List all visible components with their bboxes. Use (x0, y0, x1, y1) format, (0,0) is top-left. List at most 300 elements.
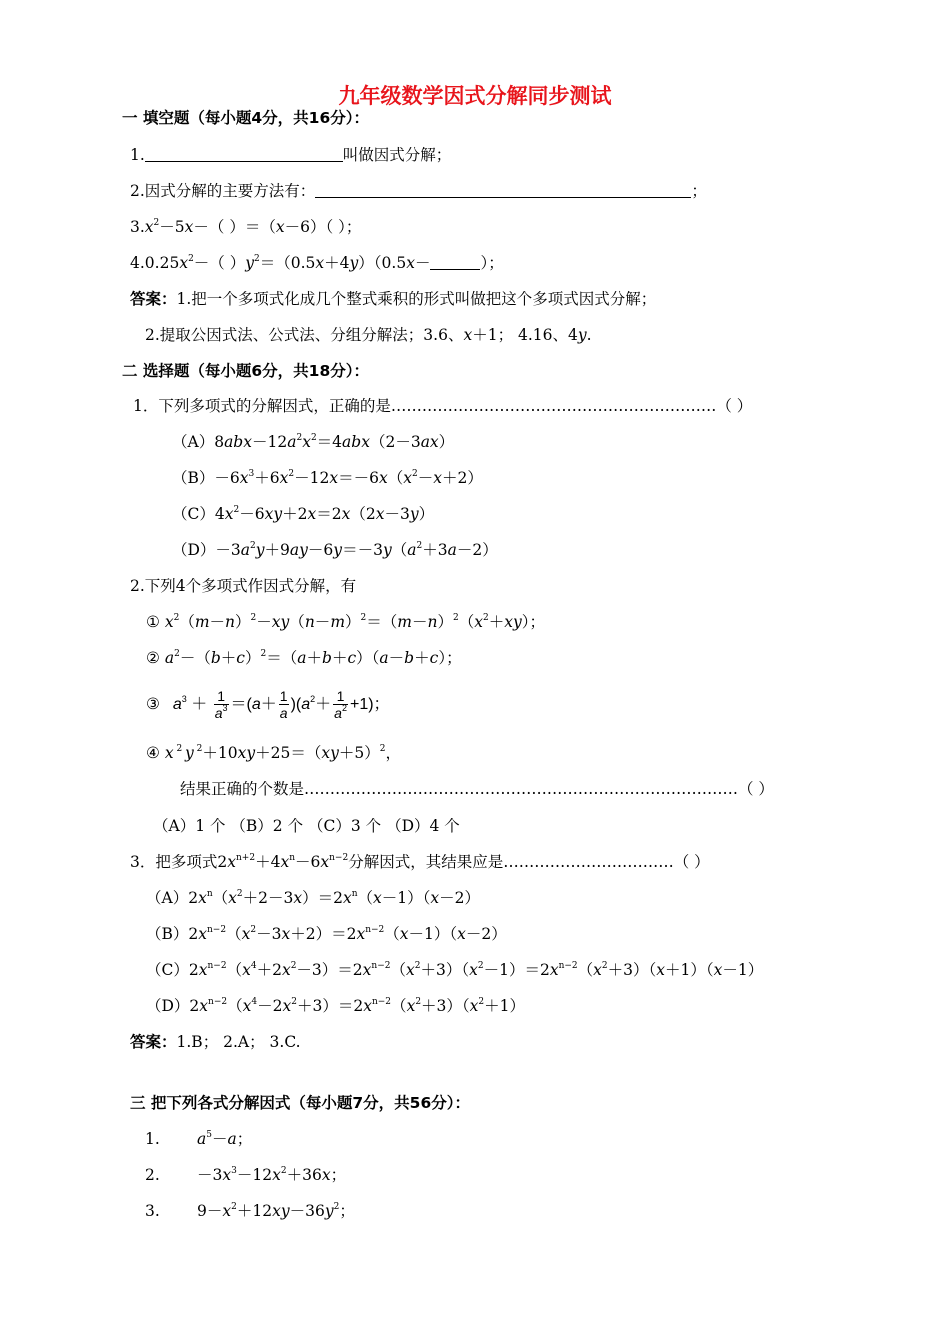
math-exponent: 2 (173, 613, 180, 623)
choice-1-option-b (172, 468, 483, 488)
formula: $a^3$ ＋ $\frac{1}{a^3}$ ＝(a＋ $\frac{1}{a}$ )($a^2+$ $\frac{1}{a^2}$ +1)； (172, 688, 390, 722)
var: a (172, 696, 182, 713)
math-exponent: 2 (333, 1202, 340, 1212)
math-variable: x (433, 469, 442, 487)
math-text: －1）（ (381, 889, 431, 907)
math-variable: a (379, 649, 389, 667)
fill-question-3 (130, 217, 361, 237)
math-text: ； (339, 1202, 355, 1220)
math-text: （ (458, 613, 475, 631)
plus: ＋ (260, 696, 277, 713)
math-text: （C）2 (146, 961, 199, 979)
numerator: 1 (279, 688, 288, 705)
math-text: （B）2 (146, 925, 199, 943)
item-number: 3. (145, 1202, 160, 1220)
math-text: ＋3）（ (420, 961, 470, 979)
math-variable: xy (321, 744, 339, 762)
math-text: ② (146, 649, 165, 667)
math-variable: x (549, 961, 559, 979)
math-exponent: n−2 (207, 961, 227, 971)
math-variable: a (297, 649, 307, 667)
math-variable: n (427, 613, 438, 631)
math-exponent: n (351, 889, 358, 899)
math-variable: y (255, 541, 265, 559)
math-text: ） (235, 613, 251, 631)
math-text: ）（ (356, 649, 380, 667)
math-text: ＋1） (484, 997, 526, 1015)
math-variable: xy (271, 613, 290, 631)
math-text: ＋5） (338, 744, 380, 762)
math-exponent: n−2 (371, 997, 392, 1007)
math-text: ）； (521, 613, 546, 631)
choice-2-item-2 (146, 648, 462, 668)
factor-item-2 (145, 1165, 347, 1185)
fill-question-4 (130, 253, 504, 273)
text: 0.25 (144, 254, 180, 272)
var: y (349, 254, 359, 272)
math-variable: xy (237, 744, 256, 762)
math-variable: x (593, 961, 602, 979)
math-text: 分解因式，其结果应是……………………………（ ） (348, 853, 710, 871)
math-variable: ay (289, 541, 308, 559)
question-number: 3. (130, 218, 145, 236)
math-text: ＝（ (266, 649, 298, 667)
math-text: －6 (239, 505, 265, 523)
math-text: － (411, 613, 428, 631)
math-text: －3 (197, 1166, 223, 1184)
exp: 2 (188, 254, 194, 264)
answer-text: 1.把一个多项式化成几个整式乘积的形式叫做把这个多项式因式分解； (176, 290, 657, 308)
var: a (279, 705, 288, 722)
math-text: （B）－6 (172, 469, 240, 487)
math-variable: m (397, 613, 412, 631)
choice-2-item-3 (146, 684, 390, 724)
text: －5 (159, 218, 185, 236)
var: x (275, 218, 285, 236)
var: a (334, 705, 342, 722)
math-text: ＋2）＝2 (290, 925, 357, 943)
math-variable: x (242, 961, 251, 979)
text: ）； (480, 254, 504, 272)
math-text: ） (438, 433, 455, 451)
math-text: －6 (294, 853, 321, 871)
math-exponent: 2 (415, 997, 422, 1007)
text: ＝（0.5 (259, 254, 316, 272)
answer-blank (430, 254, 480, 270)
math-variable: a (287, 433, 297, 451)
math-text: －3 (384, 505, 410, 523)
math-variable: x (469, 997, 479, 1015)
math-variable: x (222, 1202, 232, 1220)
math-exponent: 4 (250, 961, 257, 971)
math-variable: x (279, 469, 289, 487)
math-variable: x (356, 925, 366, 943)
math-text: （2－3 (369, 433, 421, 451)
math-text: ＋4 (255, 853, 281, 871)
math-variable: c (236, 649, 245, 667)
math-exponent: 2 (379, 744, 386, 754)
math-exponent: 2 (414, 961, 421, 971)
item-expression (197, 1129, 252, 1149)
section1-answer-line2 (145, 325, 592, 345)
question-number: 4. (130, 254, 145, 272)
math-text: －2 (257, 997, 283, 1015)
question-text: 因式分解的主要方法有： (144, 182, 316, 200)
math-text: ④ (146, 744, 165, 762)
math-text: －3 (256, 925, 282, 943)
question-end: ； (691, 182, 707, 200)
math-exponent: n+2 (235, 853, 256, 863)
math-text: ＋3）（ (607, 961, 657, 979)
math-exponent: 2 (290, 961, 297, 971)
item-expression (197, 1165, 346, 1185)
math-variable: x (373, 889, 382, 907)
math-variable: x (403, 469, 412, 487)
math-exponent: 4 (251, 997, 258, 1007)
math-variable: b (210, 649, 221, 667)
math-text: ） (244, 649, 261, 667)
math-exponent: 2 (260, 649, 267, 659)
denominator (214, 704, 229, 721)
math-variable: m (330, 613, 346, 631)
math-text: －12 (294, 469, 330, 487)
math-exponent: n−2 (207, 925, 227, 935)
math-text: －1） (722, 961, 764, 979)
math-exponent: n (289, 853, 295, 863)
math-exponent: n−2 (558, 961, 578, 971)
math-variable: x (198, 925, 208, 943)
math-exponent: n−2 (208, 997, 228, 1007)
math-text: －36 (289, 1202, 325, 1220)
math-variable: x (321, 1166, 331, 1184)
math-text: （A）2 (146, 889, 199, 907)
math-variable: b (322, 649, 332, 667)
choice-3-option-d (146, 996, 525, 1016)
math-text: －1）＝2 (483, 961, 550, 979)
math-exponent: 2 (416, 541, 423, 551)
math-text: （ (577, 961, 594, 979)
math-text: （ (391, 997, 407, 1015)
math-variable: m (194, 613, 210, 631)
math-text: （ (179, 613, 195, 631)
math-variable: abx (224, 433, 252, 451)
math-text: ＝4 (316, 433, 343, 451)
math-variable: x (713, 961, 723, 979)
math-text: ； (330, 1166, 347, 1184)
choice-3-option-a (146, 888, 480, 908)
math-text: ＋25＝（ (255, 744, 322, 762)
section1-heading: 一 填空题（每小题4分，共16分）： (122, 109, 370, 127)
var: a (301, 696, 311, 713)
math-variable: x (164, 613, 174, 631)
math-variable: a (164, 649, 175, 667)
section3-heading: 三 把下列各式分解因式（每小题7分，共56分）： (130, 1094, 471, 1112)
math-exponent: 2 (193, 744, 203, 754)
math-exponent: 2 (236, 889, 243, 899)
math-variable: x (198, 961, 208, 979)
math-variable: x (281, 925, 291, 943)
math-text: －3）＝2 (296, 961, 363, 979)
math-text: － (209, 613, 226, 631)
var: a (214, 705, 223, 722)
question-number: 2. (130, 182, 145, 200)
text: ）（0.5 (358, 254, 407, 272)
math-exponent: 2 (231, 1202, 237, 1212)
math-text: 9－ (197, 1202, 223, 1220)
math-variable: x (363, 997, 372, 1015)
math-exponent: n−2 (371, 961, 391, 971)
exp: 3 (222, 703, 228, 714)
factor-item-1 (145, 1129, 253, 1149)
var: y (577, 326, 587, 344)
math-variable: x (228, 889, 237, 907)
math-text: －6 (307, 541, 334, 559)
section1-answer-line1 (130, 289, 656, 309)
math-variable: x (242, 997, 252, 1015)
question-text: 叫做因式分解； (342, 146, 452, 164)
var: x (463, 326, 473, 344)
math-text: ＋36 (286, 1166, 322, 1184)
math-exponent: 2 (250, 925, 257, 935)
math-variable: x (474, 613, 483, 631)
math-exponent: 2 (250, 613, 257, 623)
math-exponent: 2 (173, 744, 186, 754)
item-expression (197, 1201, 355, 1221)
math-text: －（ (179, 649, 211, 667)
text: －（ ）＝（ (193, 218, 276, 236)
math-variable: x (199, 997, 209, 1015)
math-variable: xy (504, 613, 522, 631)
math-text: （D）－3 (172, 541, 241, 559)
math-variable: ax (420, 433, 439, 451)
math-exponent: 2 (280, 1166, 287, 1176)
math-exponent: n−2 (329, 853, 349, 863)
math-variable: x (227, 853, 236, 871)
math-exponent: n (206, 889, 213, 899)
math-variable: a (447, 541, 457, 559)
var: a (251, 696, 261, 713)
fill-question-2 (130, 181, 707, 201)
math-variable: x (342, 889, 352, 907)
math-variable: y (333, 541, 343, 559)
math-variable: x (222, 1166, 232, 1184)
math-text: ＝－6 (338, 469, 379, 487)
math-exponent: 2 (453, 613, 459, 623)
math-text: ＋10 (202, 744, 238, 762)
math-text: － (417, 469, 434, 487)
item-number: 2. (145, 1166, 160, 1184)
question-number: 1. (130, 146, 145, 164)
math-text: ）； (438, 649, 462, 667)
math-variable: abx (342, 433, 370, 451)
math-text: ）＝2 (302, 889, 343, 907)
math-text: ＋3）（ (421, 997, 470, 1015)
math-exponent: 2 (291, 997, 297, 1007)
math-variable: x (280, 853, 290, 871)
answer-blank (315, 182, 691, 198)
math-text: ） (418, 505, 435, 523)
exp: 3 (181, 694, 187, 704)
choice-1-option-a (172, 432, 454, 452)
math-variable: a (197, 1130, 207, 1148)
math-text: 3．把多项式2 (130, 853, 228, 871)
math-exponent: 2 (296, 433, 303, 443)
math-variable: x (656, 961, 666, 979)
math-variable: n (225, 613, 236, 631)
math-exponent: 2 (250, 541, 256, 551)
math-text: （ (227, 997, 243, 1015)
var: x (184, 218, 194, 236)
math-text: ＋6 (254, 469, 280, 487)
equals: ＝( (230, 696, 252, 713)
math-variable: x (329, 469, 339, 487)
math-variable: x (399, 925, 409, 943)
math-text: （C）4 (172, 505, 225, 523)
choice-3-option-c (146, 960, 763, 980)
math-text: ＋ (306, 649, 322, 667)
choice-question-1-stem: 1．下列多项式的分解因式，正确的是………………………………………………………（ ） (133, 397, 753, 415)
exp: 2 (153, 218, 160, 228)
math-exponent: 2 (483, 613, 489, 623)
math-variable: a (240, 541, 251, 559)
denominator (279, 704, 289, 721)
math-exponent: 2 (601, 961, 608, 971)
math-variable: a (227, 1130, 237, 1148)
text: －（ ） (193, 254, 246, 272)
fraction-1-over-a (279, 688, 289, 721)
math-variable: x (293, 889, 303, 907)
answer-text: . (586, 326, 592, 344)
math-exponent: 5 (206, 1130, 212, 1140)
math-text: －2） (439, 889, 481, 907)
fraction-1-over-a2 (333, 688, 348, 721)
answer-label: 答案： (130, 1033, 177, 1051)
answer-text: ＋1； 4.16、4 (472, 326, 578, 344)
plus: ＋ (191, 696, 208, 713)
answer-label: 答案： (130, 290, 177, 308)
fraction-1-over-a3 (214, 688, 229, 721)
math-variable: x (320, 853, 330, 871)
math-text: ＋3 (422, 541, 448, 559)
section2-answer (130, 1032, 301, 1052)
tail: +1)； (349, 696, 390, 713)
exp: 2 (310, 694, 316, 704)
math-text: －2） (456, 541, 498, 559)
math-text: ） (345, 613, 361, 631)
fill-question-1 (130, 145, 451, 165)
math-text: ） (437, 613, 453, 631)
math-text: ＝（ (366, 613, 398, 631)
math-variable: xy (264, 505, 283, 523)
denominator (333, 704, 348, 721)
math-exponent: 2 (310, 433, 317, 443)
math-exponent: 2 (174, 649, 180, 659)
math-text: ① (146, 613, 165, 631)
choice-3-option-b (146, 924, 507, 944)
math-variable: x (239, 469, 249, 487)
math-exponent: 3 (248, 469, 255, 479)
section2-heading: 二 选择题（每小题6分，共18分）： (122, 362, 370, 380)
choice-2-result: 结果正确的个数是…………………………………………………………………………（ ） (180, 780, 774, 798)
math-text: －2） (465, 925, 507, 943)
math-variable: x (457, 925, 466, 943)
math-exponent: 2 (478, 997, 485, 1007)
math-text: ＋9 (264, 541, 290, 559)
factor-item-3 (145, 1201, 355, 1221)
choice-1-option-d (172, 540, 498, 560)
math-text: ＝－3 (342, 541, 383, 559)
math-variable: xy (272, 1202, 290, 1220)
math-exponent: 2 (411, 469, 418, 479)
math-text: （ (390, 961, 406, 979)
math-text: （D）2 (146, 997, 200, 1015)
math-variable: x (307, 505, 317, 523)
math-exponent: 2 (360, 613, 367, 623)
math-text: －12 (236, 1166, 273, 1184)
var: y (245, 254, 254, 272)
choice-question-3-stem (130, 852, 710, 872)
math-variable: x (469, 961, 478, 979)
math-text: － (256, 613, 272, 631)
item-marker: ③ (146, 695, 160, 713)
math-text: （ (226, 925, 242, 943)
math-text: ＋ (331, 649, 348, 667)
math-variable: x (341, 505, 351, 523)
math-exponent: 2 (288, 469, 295, 479)
math-variable: y (185, 744, 194, 762)
answer-blank (145, 146, 343, 162)
math-text: －12 (251, 433, 288, 451)
math-variable: c (347, 649, 357, 667)
choice-2-item-4 (146, 743, 401, 763)
math-text: ＋1）（ (665, 961, 714, 979)
math-text: ＝2 (316, 505, 342, 523)
math-variable: x (241, 925, 251, 943)
math-variable: x (430, 889, 440, 907)
var: x (144, 218, 154, 236)
math-text: （2 (350, 505, 376, 523)
choice-2-options: （A）1 个 （B）2 个 （C）3 个 （D）4 个 (153, 817, 460, 835)
math-variable: x (378, 469, 388, 487)
math-variable: a (407, 541, 417, 559)
math-text: － (211, 1130, 228, 1148)
choice-question-2-stem: 2.下列4个多项式作因式分解，有 (130, 577, 357, 595)
math-variable: x (406, 997, 416, 1015)
var: x (179, 254, 189, 272)
plus: ＋ (315, 696, 332, 713)
math-variable: y (324, 1202, 334, 1220)
math-variable: x (375, 505, 385, 523)
page-title: 九年级数学因式分解同步测试 (338, 84, 612, 108)
math-variable: y (409, 505, 419, 523)
math-text: －1）（ (408, 925, 458, 943)
choice-2-item-1 (146, 612, 545, 632)
var: x (315, 254, 325, 272)
math-exponent: 2 (477, 961, 484, 971)
math-text: （ (387, 469, 404, 487)
answer-text: 1.B； 2.A； 3.C. (176, 1033, 301, 1051)
math-text: － (388, 649, 405, 667)
math-text: ＋3）＝2 (296, 997, 364, 1015)
text: － (414, 254, 431, 272)
text: ＋4 (324, 254, 350, 272)
math-variable: x (198, 889, 207, 907)
math-exponent: n−2 (365, 925, 385, 935)
math-text: ＋ (414, 649, 430, 667)
text: －6）（ ）； (284, 218, 362, 236)
math-variable: y (382, 541, 392, 559)
math-text: （A）8 (172, 433, 225, 451)
